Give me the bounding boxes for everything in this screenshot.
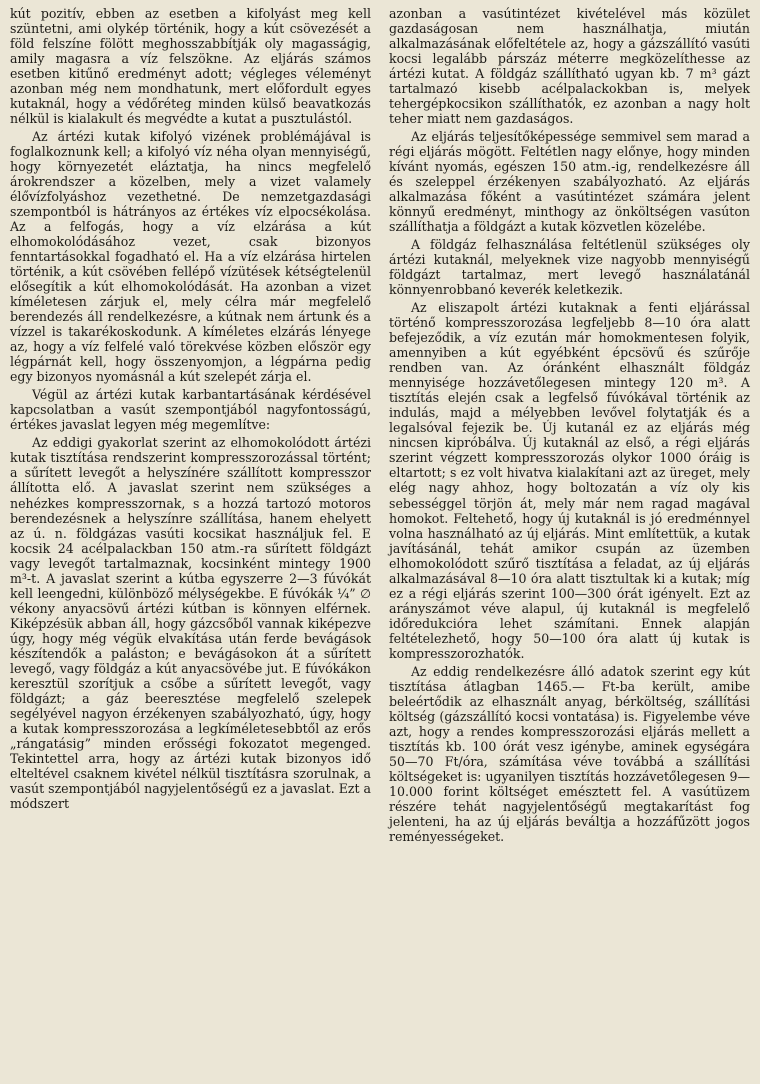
paragraph: Az ártézi kutak kifolyó vizének problémájával is foglalkoznunk kell; a kifolyó víz néha olyan mennyiségű, hogy környezetét eláztatja, ha nincs megfelelő árokrendszer a közelben, mely a vizet valamely élővízfolyáshoz vezethetné. De nemzetgazdasági szempontból is hátrányos az értékes víz elpocsékolása. Az a felfogás, hogy a víz elzárása a kút elhomokolódásához vezet, csak bizonyos fenntartásokkal fogadható el. Ha a víz elzárása hirtelen történik, a kút csövében fellépő vízütések kétségtelenül elősegítik a kút elhomokolódását. Ha azonban a vizet kíméletesen zárjuk el, mely célra már megfelelő berendezés áll rendelkezésre, a kútnak nem ártunk és a vízzel is takarékoskodunk. A kíméletes elzárás lényege az, hogy a víz felfelé való törekvése közben először egy légpárnát kell, hogy összenyomjon, a légpárna pedig egy bizonyos nyomásnál a kút szelepét zárja el. bbox=[10, 129, 371, 385]
right-column bbox=[389, 6, 750, 1080]
paragraph: Az eliszapolt ártézi kutaknak a fenti eljárással történő kompresszorozása legfeljebb 8—10 óra alatt befejeződik, a víz ezután már homokmentesen folyik, amennyiben a kút egyébként épcsövű és szűrője rendben van. Az óránként elhasznált földgáz mennyisége hozzávetőlegesen mintegy 120 m³. A tisztítás elején csak a legfelső fúvókával történik az indulás, majd a mélyebben levővel folytatják és a legalsóval fejezik be. Új kutanál ez az eljárás még nincsen kipróbálva. Új kutaknál az első, a régi eljárás szerint végzett kompresszorozás olykor 1000 óráig is eltartott; s ez volt hivatva kialakítani azt az üreget, mely elég nagy ahhoz, hogy boltozatán a víz oly kis sebességgel törjön át, mely már nem ragad magával homokot. Feltehető, hogy új kutaknál is jó eredménnyel volna használható az új eljárás. Mint említettük, a kutak javításánál, tehát amikor csupán az üzemben elhomokolódott szűrő tisztítása a feladat, az új eljárás alkalmazásával 8—10 óra alatt tisztultak ki a kutak; míg ez a régi eljárás szerint 100—300 órát igényelt. Ezt az arányszámot véve alapul, új kutaknál is megfelelő időredukcióra lehet számítani. Ennek alapján feltételezhető, hogy 50—100 óra alatt új kutak is kompresszorozhatók. bbox=[389, 300, 750, 661]
paragraph: Az eddigi gyakorlat szerint az elhomokolódott ártézi kutak tisztítása rendszerint kompresszorozással történt; a sűrített levegőt a helyszínére szállított kompresszor állította elő. A javaslat szerint nem szükséges a nehézkes kompresszornak, s a hozzá tartozó motoros berendezésnek a helyszínre szállítása, hanem ehelyett az ú. n. földgázas vasúti kocsikat használjuk fel. E kocsik 24 acélpalackban 150 atm.-ra sűrített földgázt vagy levegőt tartalmaznak, kocsinként mintegy 1900 m³-t. A javaslat szerint a kútba egyszerre 2—3 fúvókát kell leengedni, különböző mélységekbe. E fúvókák ¼” ∅ vékony anyacsövű ártézi kútban is könnyen elférnek. Kiképzésük abban áll, hogy gázcsőből vannak kiképezve úgy, hogy még végük elvakítása után ferde bevágások készítendők a paláston; e bevágásokon át a sűrített levegő, vagy földgáz a kút anyacsövébe jut. E fúvókákon keresztül szorítjuk a csőbe a sűrített levegőt, vagy földgázt; a gáz beeresztése megfelelő szelepek segélyével nagyon érzékenyen szabályozható, úgy, hogy a kutak kompresszorozása a legkíméletesebbtől az erős „rángatásig” minden erősségi fokozatot megenged. Tekintettel arra, hogy az ártézi kutak bizonyos idő elteltével csaknem kivétel nélkül tisztításra szorulnak, a vasút szempontjából nagyjelentőségű ez a javaslat. Ezt a módszert bbox=[10, 435, 371, 811]
left-column bbox=[10, 6, 371, 1080]
paragraph: A földgáz felhasználása feltétlenül szükséges oly ártézi kutaknál, melyeknek vize nagyobb mennyiségű földgázt tartalmaz, mert levegő használatánál könnyenrobbanó keverék keletkezik. bbox=[389, 237, 750, 298]
paragraph: azonban a vasútintézet kivételével más közület gazdaságosan nem használhatja, miután alkalmazásának előfeltétele az, hogy a gázszállító vasúti kocsi legalább párszáz méterre megközelíthesse az ártézi kutat. A földgáz szállítható ugyan kb. 7 m³ gázt tartalmazó kisebb acélpalackokban is, melyek tehergépkocsikon szállíthatók, ez azonban a nagy holt teher miatt nem gazdaságos. bbox=[389, 6, 750, 127]
paragraph: Az eddig rendelkezésre álló adatok szerint egy kút tisztítása átlagban 1465.— Ft-ba került, amibe beleértődik az elhasznált anyag, bérköltség, szállítási költség (gázszállító kocsi vontatása) is. Figyelembe véve azt, hogy a rendes kompresszorozási eljárás mellett a tisztítás kb. 100 órát vesz igénybe, aminek egységára 50—70 Ft/óra, számítása véve továbbá a szállítási költségeket is: ugyanilyen tisztítás hozzávetőlegesen 9—10.000 forint költséget emésztett fel. A vasútüzem részére tehát nagyjelentőségű megtakarítást fog jelenteni, ha az új eljárás beváltja a hozzáfűzött jogos reményességeket. bbox=[389, 663, 750, 844]
paragraph: kút pozitív, ebben az esetben a kifolyást meg kell szüntetni, ami olykép történik, hogy a kút csövezését a föld felszíne fölött meghosszabbítják oly magasságig, amily magasra a víz felszökne. Az eljárás számos esetben kitűnő eredményt adott; végleges véleményt azonban még nem mondhatunk, mert előfordult egyes kutaknál, hogy a védőréteg minden külső beavatkozás nélkül is kialakult és megvédte a kutat a pusztulástól. bbox=[10, 6, 371, 127]
two-column-layout bbox=[10, 6, 750, 1080]
paragraph: Az eljárás teljesítőképessége semmivel sem marad a régi eljárás mögött. Feltétlen nagy előnye, hogy minden kívánt nyomás, egészen 150 atm.-ig, rendelkezésre áll és szeleppel érzékenyen szabályozható. Az eljárás alkalmazása főként a vasútintézet számára jelent könnyű eredményt, minthogy az önköltségen vasúton szállíthatja a földgázt a kutak közvetlen közelébe. bbox=[389, 129, 750, 235]
paragraph: Végül az ártézi kutak karbantartásának kérdésével kapcsolatban a vasút szempontjából nagyfontosságú, értékes javaslat legyen még megemlítve: bbox=[10, 387, 371, 433]
